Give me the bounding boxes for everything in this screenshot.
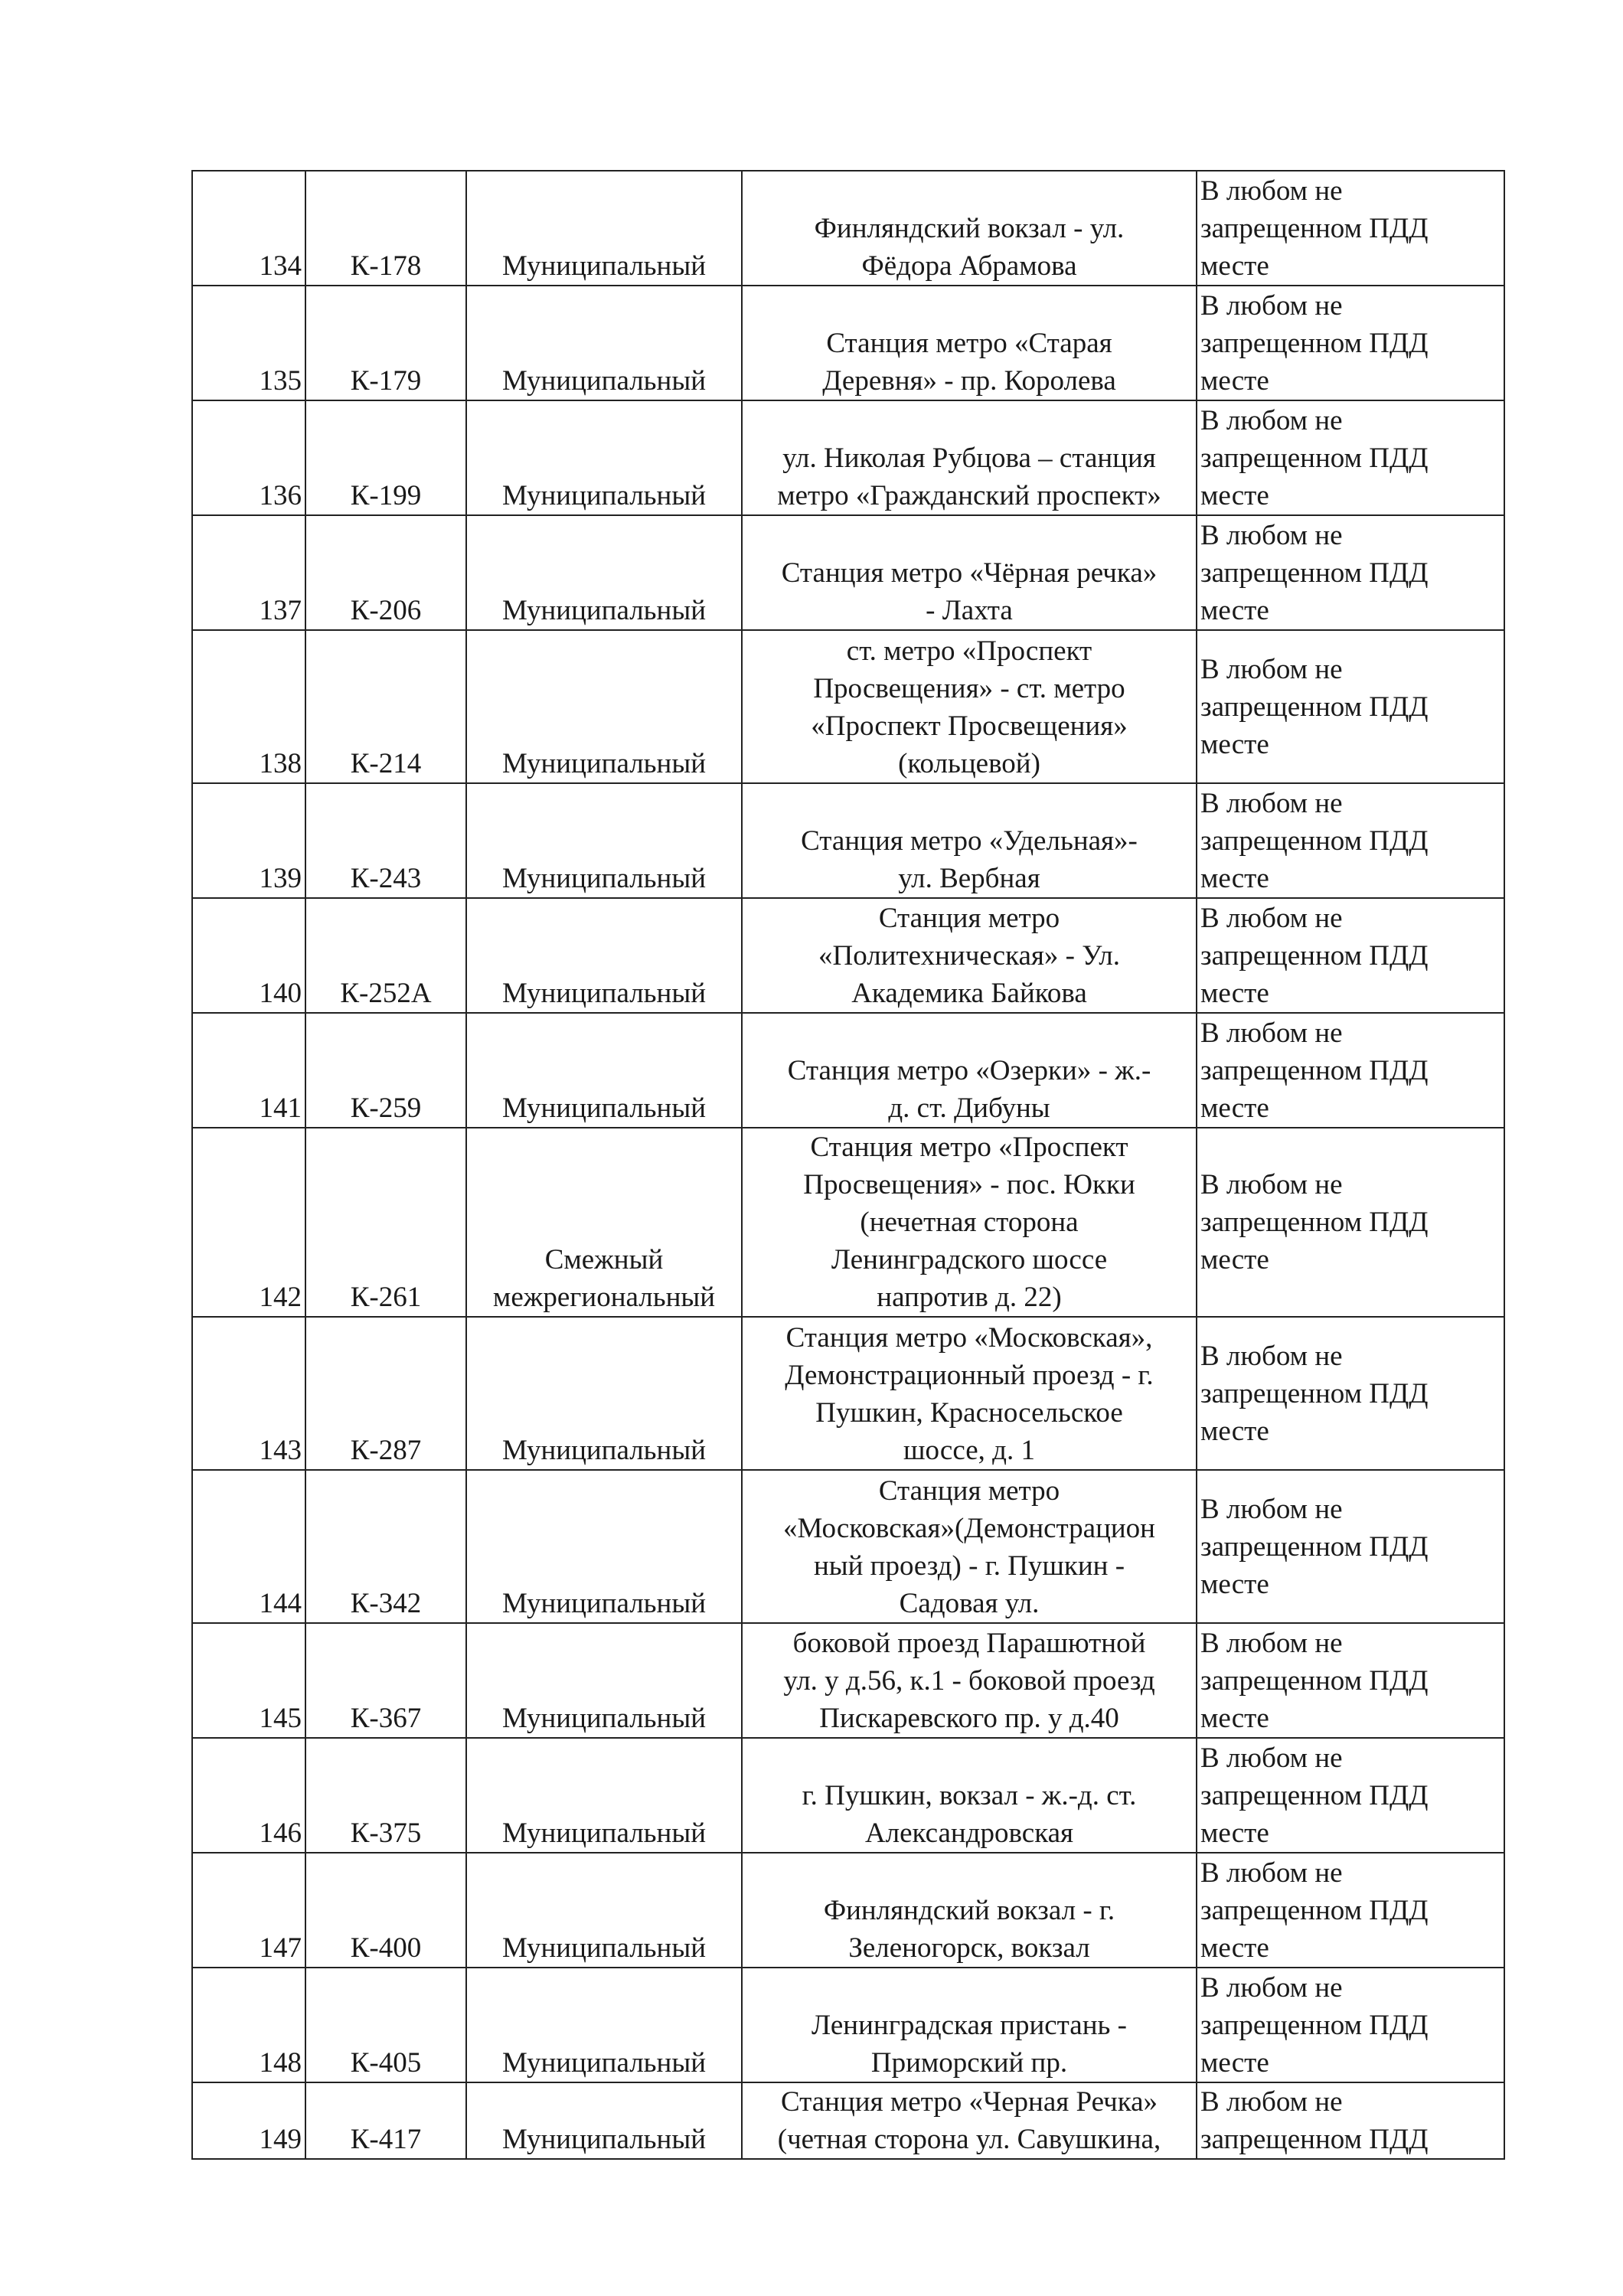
route-type-cell: [466, 2082, 742, 2159]
route-path-cell-line: Демонстрационный проезд - г.: [785, 1360, 1154, 1391]
route-path-cell-line: Станция метро «Старая: [826, 328, 1112, 359]
stop-rule-cell-line: запрещенном ПДД: [1200, 691, 1429, 723]
route-path-cell-line: Александровская: [864, 1818, 1074, 1849]
stop-rule-cell: [1197, 898, 1504, 1013]
route-path-cell-line: Пушкин, Красносельское: [815, 1397, 1123, 1429]
route-type-cell: [466, 286, 742, 400]
route-path-cell-line: Академика Байкова: [851, 978, 1087, 1009]
route-path-cell-line: Садовая ул.: [899, 1588, 1040, 1619]
table-row: [192, 783, 1504, 898]
stop-rule-cell: [1197, 1013, 1504, 1128]
stop-rule-cell: [1197, 1853, 1504, 1968]
stop-rule-cell-line: запрещенном ПДД: [1200, 1055, 1429, 1086]
route-path-cell-line: Фёдора Абрамова: [861, 250, 1077, 282]
route-code-cell: К-342: [305, 1470, 466, 1623]
route-path-cell-line: ст. метро «Проспект: [846, 635, 1092, 667]
route-path-cell: [742, 1317, 1197, 1470]
routes-table: [191, 170, 1505, 2160]
route-path-cell-line: «Проспект Просвещения»: [811, 710, 1128, 742]
route-type-cell: [466, 1738, 742, 1853]
stop-rule-cell-line: В любом не: [1200, 290, 1343, 322]
route-type-cell-line: межрегиональный: [492, 1282, 716, 1313]
route-type-cell-line: Муниципальный: [501, 1588, 707, 1619]
route-path-cell-line: Станция метро: [878, 1475, 1060, 1507]
route-type-cell: [466, 1853, 742, 1968]
route-code-cell: К-375: [305, 1738, 466, 1853]
route-type-cell-line: Муниципальный: [501, 1818, 707, 1849]
row-number-cell: 136: [192, 400, 305, 515]
route-type-cell-line: Муниципальный: [501, 748, 707, 779]
route-path-cell-line: Ленинградского шоссе: [831, 1244, 1108, 1275]
stop-rule-cell-line: запрещенном ПДД: [1200, 1377, 1429, 1409]
stop-rule-cell-line: запрещенном ПДД: [1200, 1207, 1429, 1238]
stop-rule-cell-line: запрещенном ПДД: [1200, 1665, 1429, 1697]
route-path-cell-line: (четная сторона ул. Савушкина,: [777, 2124, 1161, 2155]
table-row: [192, 286, 1504, 400]
route-path-cell-line: Приморский пр.: [870, 2047, 1068, 2079]
route-code-cell: К-287: [305, 1317, 466, 1470]
stop-rule-cell-line: месте: [1200, 1703, 1269, 1734]
route-path-cell-line: (нечетная сторона: [860, 1207, 1079, 1238]
stop-rule-cell: [1197, 1623, 1504, 1738]
row-number-cell: 144: [192, 1470, 305, 1623]
row-number-cell: 145: [192, 1623, 305, 1738]
stop-rule-cell-line: месте: [1200, 480, 1269, 511]
route-path-cell: [742, 515, 1197, 630]
stop-rule-cell-line: запрещенном ПДД: [1200, 1895, 1429, 1926]
stop-rule-cell-line: месте: [1200, 1092, 1269, 1124]
row-number-cell: 140: [192, 898, 305, 1013]
row-number-cell: 143: [192, 1317, 305, 1470]
table-row: [192, 1968, 1504, 2082]
stop-rule-cell-line: В любом не: [1200, 520, 1343, 551]
stop-rule-cell-line: запрещенном ПДД: [1200, 213, 1429, 244]
stop-rule-cell-line: месте: [1200, 1244, 1269, 1275]
route-type-cell-line: Муниципальный: [501, 1703, 707, 1734]
stop-rule-cell-line: В любом не: [1200, 653, 1343, 685]
stop-rule-cell-line: запрещенном ПДД: [1200, 328, 1429, 359]
route-code-cell: К-243: [305, 783, 466, 898]
route-path-cell-line: д. ст. Дибуны: [888, 1092, 1050, 1124]
stop-rule-cell-line: В любом не: [1200, 175, 1343, 207]
route-type-cell-line: Муниципальный: [501, 2124, 707, 2155]
route-path-cell-line: «Московская»(Демонстрацион: [783, 1513, 1155, 1544]
route-code-cell: К-405: [305, 1968, 466, 2082]
route-type-cell: [466, 1470, 742, 1623]
route-path-cell: [742, 898, 1197, 1013]
route-code-cell: К-214: [305, 630, 466, 783]
stop-rule-cell-line: месте: [1200, 595, 1269, 626]
route-path-cell: [742, 2082, 1197, 2159]
route-path-cell-line: (кольцевой): [898, 748, 1040, 779]
row-number-cell: 135: [192, 286, 305, 400]
stop-rule-cell-line: В любом не: [1200, 903, 1343, 934]
row-number-cell: 139: [192, 783, 305, 898]
stop-rule-cell-line: запрещенном ПДД: [1200, 443, 1429, 474]
route-path-cell-line: Пискаревского пр. у д.40: [819, 1703, 1119, 1734]
route-path-cell: [742, 1968, 1197, 2082]
stop-rule-cell-line: запрещенном ПДД: [1200, 2124, 1429, 2155]
route-path-cell-line: ул. у д.56, к.1 - боковой проезд: [783, 1665, 1155, 1697]
route-path-cell-line: ул. Вербная: [898, 863, 1040, 894]
row-number-cell: 149: [192, 2082, 305, 2159]
route-type-cell: [466, 171, 742, 286]
stop-rule-cell-line: месте: [1200, 1568, 1269, 1600]
row-number-cell: 137: [192, 515, 305, 630]
route-path-cell: [742, 1013, 1197, 1128]
stop-rule-cell: [1197, 1968, 1504, 2082]
route-path-cell-line: Зеленогорск, вокзал: [848, 1932, 1090, 1964]
stop-rule-cell: [1197, 2082, 1504, 2159]
stop-rule-cell: [1197, 286, 1504, 400]
row-number-cell: 146: [192, 1738, 305, 1853]
route-type-cell: [466, 630, 742, 783]
route-code-cell: К-417: [305, 2082, 466, 2159]
stop-rule-cell-line: месте: [1200, 1932, 1269, 1964]
route-type-cell: [466, 515, 742, 630]
route-path-cell-line: Ленинградская пристань -: [812, 2010, 1127, 2041]
route-type-cell-line: Муниципальный: [501, 978, 707, 1009]
route-code-cell: К-199: [305, 400, 466, 515]
stop-rule-cell-line: запрещенном ПДД: [1200, 557, 1429, 589]
table-row: [192, 1470, 1504, 1623]
stop-rule-cell-line: запрещенном ПДД: [1200, 825, 1429, 857]
route-path-cell: [742, 1470, 1197, 1623]
table-row: [192, 515, 1504, 630]
stop-rule-cell: [1197, 783, 1504, 898]
stop-rule-cell-line: месте: [1200, 863, 1269, 894]
route-path-cell-line: Станция метро «Удельная»-: [801, 825, 1138, 857]
table-row: [192, 1013, 1504, 1128]
route-path-cell-line: Станция метро «Московская»,: [785, 1322, 1153, 1354]
route-type-cell: [466, 1317, 742, 1470]
stop-rule-cell: [1197, 1317, 1504, 1470]
route-type-cell-line: Муниципальный: [501, 1092, 707, 1124]
route-path-cell: [742, 1128, 1197, 1317]
row-number-cell: 138: [192, 630, 305, 783]
route-type-cell: [466, 400, 742, 515]
stop-rule-cell-line: В любом не: [1200, 1493, 1343, 1525]
stop-rule-cell-line: месте: [1200, 728, 1269, 760]
route-path-cell-line: Просвещения» - пос. Юкки: [803, 1169, 1135, 1200]
route-path-cell-line: шоссе, д. 1: [903, 1435, 1035, 1466]
route-type-cell-line: Смежный: [544, 1244, 664, 1275]
table-row: [192, 630, 1504, 783]
route-path-cell: [742, 171, 1197, 286]
route-type-cell-line: Муниципальный: [501, 863, 707, 894]
route-path-cell: [742, 630, 1197, 783]
stop-rule-cell-line: запрещенном ПДД: [1200, 1530, 1429, 1563]
route-code-cell: К-178: [305, 171, 466, 286]
table-row: [192, 898, 1504, 1013]
route-type-cell-line: Муниципальный: [501, 250, 707, 282]
stop-rule-cell: [1197, 1738, 1504, 1853]
route-type-cell-line: Муниципальный: [501, 2047, 707, 2079]
stop-rule-cell-line: месте: [1200, 250, 1269, 282]
stop-rule-cell-line: месте: [1200, 365, 1269, 397]
route-path-cell-line: Просвещения» - ст. метро: [813, 673, 1125, 704]
route-code-cell: К-259: [305, 1013, 466, 1128]
route-type-cell-line: Муниципальный: [501, 480, 707, 511]
route-type-cell: [466, 1968, 742, 2082]
stop-rule-cell-line: месте: [1200, 1415, 1269, 1447]
stop-rule-cell-line: В любом не: [1200, 1169, 1343, 1200]
route-path-cell-line: Станция метро «Проспект: [810, 1132, 1128, 1163]
row-number-cell: 148: [192, 1968, 305, 2082]
route-path-cell-line: боковой проезд Парашютной: [792, 1628, 1146, 1659]
stop-rule-cell-line: В любом не: [1200, 1972, 1343, 2004]
route-path-cell-line: Деревня» - пр. Королева: [822, 365, 1116, 397]
table-row: [192, 2082, 1504, 2159]
route-type-cell: [466, 898, 742, 1013]
stop-rule-cell-line: месте: [1200, 2047, 1269, 2079]
route-path-cell-line: «Политехническая» - Ул.: [818, 940, 1120, 972]
routes-table-body: [192, 171, 1504, 2159]
table-row: [192, 1128, 1504, 1317]
route-path-cell: [742, 286, 1197, 400]
stop-rule-cell-line: месте: [1200, 1818, 1269, 1849]
stop-rule-cell: [1197, 1128, 1504, 1317]
route-code-cell: К-206: [305, 515, 466, 630]
route-path-cell-line: Станция метро «Черная Речка»: [780, 2086, 1158, 2118]
table-row: [192, 1738, 1504, 1853]
stop-rule-cell-line: В любом не: [1200, 1017, 1343, 1049]
route-type-cell-line: Муниципальный: [501, 595, 707, 626]
stop-rule-cell: [1197, 171, 1504, 286]
table-row: [192, 1623, 1504, 1738]
route-path-cell-line: Финляндский вокзал - ул.: [814, 213, 1125, 244]
table-row: [192, 1853, 1504, 1968]
row-number-cell: 147: [192, 1853, 305, 1968]
route-path-cell-line: ный проезд) - г. Пушкин -: [813, 1550, 1125, 1582]
stop-rule-cell: [1197, 1470, 1504, 1623]
stop-rule-cell-line: В любом не: [1200, 2086, 1343, 2118]
route-code-cell: К-400: [305, 1853, 466, 1968]
row-number-cell: 141: [192, 1013, 305, 1128]
stop-rule-cell-line: В любом не: [1200, 1340, 1343, 1372]
route-type-cell: [466, 783, 742, 898]
route-type-cell: [466, 1128, 742, 1317]
stop-rule-cell-line: запрещенном ПДД: [1200, 940, 1429, 972]
route-code-cell: К-179: [305, 286, 466, 400]
route-path-cell: [742, 1738, 1197, 1853]
stop-rule-cell-line: В любом не: [1200, 1628, 1343, 1659]
route-type-cell: [466, 1013, 742, 1128]
route-type-cell-line: Муниципальный: [501, 1435, 707, 1466]
route-code-cell: К-252А: [305, 898, 466, 1013]
route-path-cell-line: ул. Николая Рубцова – станция: [782, 443, 1156, 474]
route-path-cell: [742, 1853, 1197, 1968]
stop-rule-cell: [1197, 630, 1504, 783]
stop-rule-cell-line: запрещенном ПДД: [1200, 2010, 1429, 2041]
row-number-cell: 142: [192, 1128, 305, 1317]
stop-rule-cell-line: месте: [1200, 978, 1269, 1009]
route-path-cell-line: Станция метро «Чёрная речка»: [781, 557, 1158, 589]
stop-rule-cell-line: В любом не: [1200, 1857, 1343, 1889]
route-type-cell: [466, 1623, 742, 1738]
route-path-cell-line: - Лахта: [926, 595, 1013, 626]
stop-rule-cell-line: В любом не: [1200, 788, 1343, 819]
stop-rule-cell-line: В любом не: [1200, 1742, 1343, 1774]
route-path-cell-line: г. Пушкин, вокзал - ж.-д. ст.: [802, 1780, 1137, 1811]
stop-rule-cell-line: запрещенном ПДД: [1200, 1780, 1429, 1811]
route-path-cell: [742, 1623, 1197, 1738]
route-path-cell-line: Финляндский вокзал - г.: [823, 1895, 1115, 1926]
route-code-cell: К-261: [305, 1128, 466, 1317]
table-row: [192, 1317, 1504, 1470]
route-path-cell: [742, 400, 1197, 515]
route-path-cell-line: метро «Гражданский проспект»: [777, 480, 1161, 511]
route-path-cell: [742, 783, 1197, 898]
stop-rule-cell: [1197, 515, 1504, 630]
row-number-cell: 134: [192, 171, 305, 286]
stop-rule-cell: [1197, 400, 1504, 515]
table-row: [192, 171, 1504, 286]
route-type-cell-line: Муниципальный: [501, 365, 707, 397]
route-code-cell: К-367: [305, 1623, 466, 1738]
route-path-cell-line: Станция метро «Озерки» - ж.-: [787, 1055, 1151, 1086]
route-path-cell-line: Станция метро: [878, 903, 1060, 934]
route-path-cell-line: напротив д. 22): [877, 1282, 1062, 1313]
route-type-cell-line: Муниципальный: [501, 1932, 707, 1964]
table-row: [192, 400, 1504, 515]
stop-rule-cell-line: В любом не: [1200, 405, 1343, 436]
